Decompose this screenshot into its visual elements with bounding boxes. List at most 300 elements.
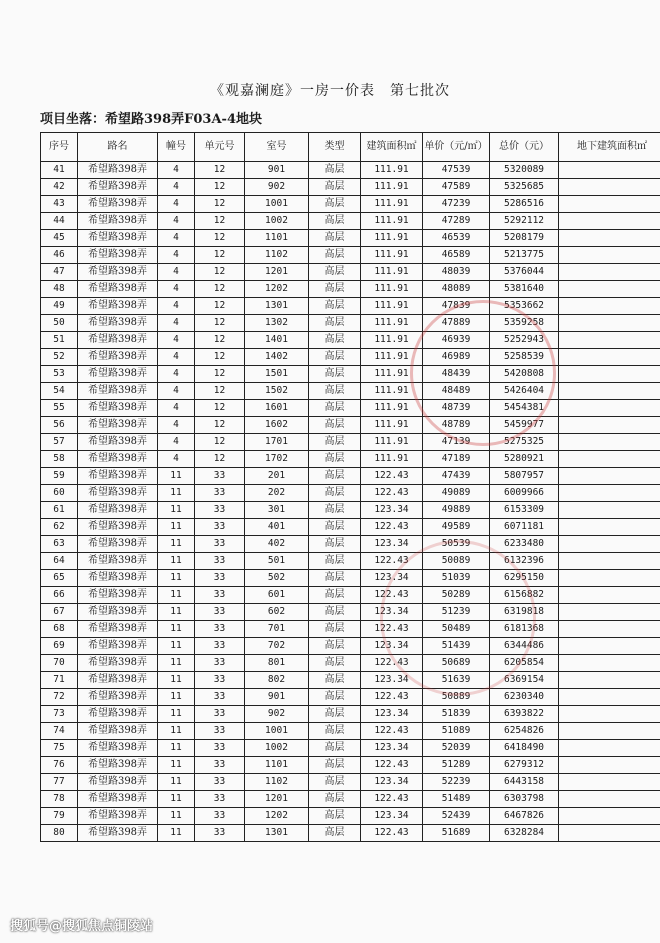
cell-building: 4 xyxy=(158,247,195,264)
cell-underground xyxy=(559,587,660,604)
cell-type: 高层 xyxy=(309,655,361,672)
cell-total: 6009966 xyxy=(490,485,559,502)
table-row xyxy=(41,774,660,791)
cell-room: 1602 xyxy=(245,417,309,434)
cell-room: 1101 xyxy=(245,757,309,774)
cell-underground xyxy=(559,519,660,536)
table-body xyxy=(41,162,660,842)
cell-room: 401 xyxy=(245,519,309,536)
cell-building: 11 xyxy=(158,757,195,774)
cell-no: 61 xyxy=(41,502,78,519)
cell-building: 4 xyxy=(158,196,195,213)
cell-area: 111.91 xyxy=(361,417,423,434)
cell-no: 57 xyxy=(41,434,78,451)
cell-price: 49889 xyxy=(423,502,490,519)
cell-underground xyxy=(559,655,660,672)
table-row xyxy=(41,655,660,672)
cell-no: 47 xyxy=(41,264,78,281)
cell-road: 希望路398弄 xyxy=(78,485,158,502)
cell-type: 高层 xyxy=(309,468,361,485)
cell-room: 1202 xyxy=(245,281,309,298)
cell-unit: 33 xyxy=(195,791,245,808)
cell-area: 122.43 xyxy=(361,621,423,638)
cell-total: 6344486 xyxy=(490,638,559,655)
cell-unit: 33 xyxy=(195,519,245,536)
cell-underground xyxy=(559,468,660,485)
cell-unit: 33 xyxy=(195,604,245,621)
cell-room: 1202 xyxy=(245,808,309,825)
cell-road: 希望路398弄 xyxy=(78,468,158,485)
cell-total: 6295150 xyxy=(490,570,559,587)
cell-area: 111.91 xyxy=(361,349,423,366)
cell-road: 希望路398弄 xyxy=(78,655,158,672)
cell-area: 111.91 xyxy=(361,281,423,298)
cell-underground xyxy=(559,689,660,706)
cell-building: 4 xyxy=(158,230,195,247)
cell-unit: 33 xyxy=(195,502,245,519)
table-row xyxy=(41,213,660,230)
cell-unit: 33 xyxy=(195,723,245,740)
cell-total: 5426404 xyxy=(490,383,559,400)
cell-type: 高层 xyxy=(309,264,361,281)
cell-unit: 12 xyxy=(195,383,245,400)
cell-road: 希望路398弄 xyxy=(78,298,158,315)
cell-road: 希望路398弄 xyxy=(78,672,158,689)
table-row xyxy=(41,672,660,689)
cell-total: 5213775 xyxy=(490,247,559,264)
cell-price: 46589 xyxy=(423,247,490,264)
cell-unit: 33 xyxy=(195,689,245,706)
cell-unit: 33 xyxy=(195,485,245,502)
cell-road: 希望路398弄 xyxy=(78,332,158,349)
cell-road: 希望路398弄 xyxy=(78,621,158,638)
cell-underground xyxy=(559,451,660,468)
cell-unit: 33 xyxy=(195,808,245,825)
table-row xyxy=(41,468,660,485)
cell-underground xyxy=(559,315,660,332)
cell-unit: 12 xyxy=(195,298,245,315)
table-row xyxy=(41,383,660,400)
cell-total: 5275325 xyxy=(490,434,559,451)
table-row xyxy=(41,621,660,638)
cell-type: 高层 xyxy=(309,400,361,417)
cell-underground xyxy=(559,740,660,757)
cell-room: 1102 xyxy=(245,774,309,791)
cell-type: 高层 xyxy=(309,366,361,383)
cell-building: 11 xyxy=(158,791,195,808)
cell-no: 64 xyxy=(41,553,78,570)
cell-no: 67 xyxy=(41,604,78,621)
cell-type: 高层 xyxy=(309,383,361,400)
cell-total: 5459977 xyxy=(490,417,559,434)
table-row xyxy=(41,247,660,264)
cell-price: 50889 xyxy=(423,689,490,706)
cell-unit: 12 xyxy=(195,247,245,264)
cell-building: 11 xyxy=(158,485,195,502)
cell-building: 4 xyxy=(158,400,195,417)
cell-building: 11 xyxy=(158,604,195,621)
cell-price: 47289 xyxy=(423,213,490,230)
cell-road: 希望路398弄 xyxy=(78,264,158,281)
cell-building: 4 xyxy=(158,332,195,349)
cell-area: 111.91 xyxy=(361,230,423,247)
cell-type: 高层 xyxy=(309,621,361,638)
cell-type: 高层 xyxy=(309,808,361,825)
cell-building: 4 xyxy=(158,281,195,298)
cell-unit: 33 xyxy=(195,638,245,655)
cell-room: 1501 xyxy=(245,366,309,383)
cell-no: 53 xyxy=(41,366,78,383)
cell-no: 46 xyxy=(41,247,78,264)
cell-total: 5208179 xyxy=(490,230,559,247)
cell-type: 高层 xyxy=(309,247,361,264)
cell-underground xyxy=(559,179,660,196)
cell-area: 123.34 xyxy=(361,672,423,689)
cell-total: 5353662 xyxy=(490,298,559,315)
cell-underground xyxy=(559,213,660,230)
table-row xyxy=(41,706,660,723)
cell-price: 47889 xyxy=(423,315,490,332)
cell-room: 1701 xyxy=(245,434,309,451)
watermark: 搜狐号@搜狐焦点铜陵站 xyxy=(10,919,154,934)
cell-price: 46989 xyxy=(423,349,490,366)
cell-type: 高层 xyxy=(309,179,361,196)
cell-total: 6071181 xyxy=(490,519,559,536)
cell-total: 6233480 xyxy=(490,536,559,553)
cell-type: 高层 xyxy=(309,332,361,349)
cell-total: 6303798 xyxy=(490,791,559,808)
cell-room: 901 xyxy=(245,162,309,179)
cell-area: 111.91 xyxy=(361,298,423,315)
header-underground: 地下建筑面积㎡ xyxy=(559,133,660,162)
cell-unit: 12 xyxy=(195,366,245,383)
cell-underground xyxy=(559,400,660,417)
table-row xyxy=(41,808,660,825)
cell-road: 希望路398弄 xyxy=(78,791,158,808)
cell-total: 5286516 xyxy=(490,196,559,213)
cell-unit: 33 xyxy=(195,774,245,791)
cell-price: 46939 xyxy=(423,332,490,349)
table-row xyxy=(41,825,660,842)
cell-underground xyxy=(559,281,660,298)
cell-road: 希望路398弄 xyxy=(78,230,158,247)
cell-underground xyxy=(559,604,660,621)
cell-road: 希望路398弄 xyxy=(78,723,158,740)
cell-area: 123.34 xyxy=(361,774,423,791)
cell-no: 80 xyxy=(41,825,78,842)
cell-unit: 12 xyxy=(195,332,245,349)
cell-price: 51689 xyxy=(423,825,490,842)
table-row xyxy=(41,230,660,247)
cell-price: 47189 xyxy=(423,451,490,468)
cell-area: 111.91 xyxy=(361,247,423,264)
cell-underground xyxy=(559,196,660,213)
cell-underground xyxy=(559,247,660,264)
cell-area: 123.34 xyxy=(361,740,423,757)
cell-unit: 12 xyxy=(195,417,245,434)
cell-underground xyxy=(559,502,660,519)
cell-type: 高层 xyxy=(309,315,361,332)
cell-building: 11 xyxy=(158,774,195,791)
cell-room: 601 xyxy=(245,587,309,604)
cell-price: 48039 xyxy=(423,264,490,281)
cell-unit: 12 xyxy=(195,213,245,230)
cell-total: 6319818 xyxy=(490,604,559,621)
table-row xyxy=(41,638,660,655)
cell-area: 122.43 xyxy=(361,553,423,570)
cell-total: 6132396 xyxy=(490,553,559,570)
cell-type: 高层 xyxy=(309,604,361,621)
cell-unit: 33 xyxy=(195,570,245,587)
cell-road: 希望路398弄 xyxy=(78,774,158,791)
cell-unit: 12 xyxy=(195,349,245,366)
header-type: 类型 xyxy=(309,133,361,162)
cell-no: 73 xyxy=(41,706,78,723)
cell-room: 1402 xyxy=(245,349,309,366)
cell-total: 6328284 xyxy=(490,825,559,842)
cell-no: 51 xyxy=(41,332,78,349)
cell-no: 42 xyxy=(41,179,78,196)
cell-unit: 12 xyxy=(195,281,245,298)
cell-underground xyxy=(559,553,660,570)
header-price: 单价（元/㎡） xyxy=(423,133,490,162)
cell-room: 1601 xyxy=(245,400,309,417)
cell-price: 52239 xyxy=(423,774,490,791)
cell-unit: 33 xyxy=(195,655,245,672)
table-row xyxy=(41,162,660,179)
cell-road: 希望路398弄 xyxy=(78,604,158,621)
cell-price: 47839 xyxy=(423,298,490,315)
cell-total: 6467826 xyxy=(490,808,559,825)
table-row xyxy=(41,723,660,740)
cell-unit: 33 xyxy=(195,536,245,553)
cell-road: 希望路398弄 xyxy=(78,808,158,825)
cell-price: 47239 xyxy=(423,196,490,213)
table-row xyxy=(41,689,660,706)
cell-underground xyxy=(559,757,660,774)
cell-no: 45 xyxy=(41,230,78,247)
cell-area: 111.91 xyxy=(361,383,423,400)
cell-underground xyxy=(559,349,660,366)
cell-type: 高层 xyxy=(309,706,361,723)
cell-no: 65 xyxy=(41,570,78,587)
table-row xyxy=(41,553,660,570)
cell-road: 希望路398弄 xyxy=(78,536,158,553)
cell-building: 11 xyxy=(158,536,195,553)
cell-room: 901 xyxy=(245,689,309,706)
cell-total: 5280921 xyxy=(490,451,559,468)
cell-total: 5454381 xyxy=(490,400,559,417)
cell-price: 51289 xyxy=(423,757,490,774)
cell-price: 46539 xyxy=(423,230,490,247)
cell-no: 43 xyxy=(41,196,78,213)
table-row xyxy=(41,502,660,519)
cell-room: 1302 xyxy=(245,315,309,332)
cell-room: 502 xyxy=(245,570,309,587)
cell-room: 1002 xyxy=(245,213,309,230)
cell-no: 59 xyxy=(41,468,78,485)
header-road: 路名 xyxy=(78,133,158,162)
cell-room: 301 xyxy=(245,502,309,519)
cell-area: 111.91 xyxy=(361,315,423,332)
cell-price: 48089 xyxy=(423,281,490,298)
header-room: 室号 xyxy=(245,133,309,162)
cell-room: 802 xyxy=(245,672,309,689)
table-row xyxy=(41,740,660,757)
cell-area: 111.91 xyxy=(361,196,423,213)
cell-price: 51239 xyxy=(423,604,490,621)
cell-underground xyxy=(559,570,660,587)
table-row xyxy=(41,434,660,451)
cell-price: 48439 xyxy=(423,366,490,383)
cell-price: 49089 xyxy=(423,485,490,502)
cell-unit: 12 xyxy=(195,451,245,468)
cell-no: 66 xyxy=(41,587,78,604)
cell-type: 高层 xyxy=(309,689,361,706)
cell-no: 54 xyxy=(41,383,78,400)
cell-unit: 33 xyxy=(195,468,245,485)
cell-total: 5359258 xyxy=(490,315,559,332)
cell-building: 11 xyxy=(158,587,195,604)
cell-road: 希望路398弄 xyxy=(78,196,158,213)
cell-road: 希望路398弄 xyxy=(78,689,158,706)
cell-price: 51439 xyxy=(423,638,490,655)
cell-total: 5381640 xyxy=(490,281,559,298)
cell-road: 希望路398弄 xyxy=(78,383,158,400)
cell-road: 希望路398弄 xyxy=(78,247,158,264)
cell-no: 56 xyxy=(41,417,78,434)
cell-price: 48789 xyxy=(423,417,490,434)
cell-building: 4 xyxy=(158,451,195,468)
cell-no: 49 xyxy=(41,298,78,315)
cell-building: 4 xyxy=(158,264,195,281)
cell-no: 50 xyxy=(41,315,78,332)
cell-price: 47589 xyxy=(423,179,490,196)
header-area: 建筑面积㎡ xyxy=(361,133,423,162)
cell-unit: 12 xyxy=(195,179,245,196)
table-row xyxy=(41,315,660,332)
cell-price: 50489 xyxy=(423,621,490,638)
cell-building: 11 xyxy=(158,723,195,740)
cell-no: 75 xyxy=(41,740,78,757)
cell-building: 11 xyxy=(158,706,195,723)
cell-price: 50289 xyxy=(423,587,490,604)
cell-price: 51089 xyxy=(423,723,490,740)
cell-room: 902 xyxy=(245,706,309,723)
cell-type: 高层 xyxy=(309,587,361,604)
cell-total: 6156882 xyxy=(490,587,559,604)
cell-unit: 12 xyxy=(195,196,245,213)
cell-no: 79 xyxy=(41,808,78,825)
table-row xyxy=(41,349,660,366)
table-row xyxy=(41,757,660,774)
cell-room: 1001 xyxy=(245,723,309,740)
table-row xyxy=(41,366,660,383)
cell-building: 4 xyxy=(158,162,195,179)
cell-road: 希望路398弄 xyxy=(78,570,158,587)
cell-building: 4 xyxy=(158,349,195,366)
cell-area: 111.91 xyxy=(361,264,423,281)
cell-building: 11 xyxy=(158,468,195,485)
cell-road: 希望路398弄 xyxy=(78,553,158,570)
cell-room: 1102 xyxy=(245,247,309,264)
cell-no: 48 xyxy=(41,281,78,298)
cell-underground xyxy=(559,298,660,315)
table-row xyxy=(41,298,660,315)
cell-type: 高层 xyxy=(309,162,361,179)
cell-price: 50689 xyxy=(423,655,490,672)
cell-unit: 33 xyxy=(195,553,245,570)
table-row xyxy=(41,264,660,281)
cell-underground xyxy=(559,808,660,825)
cell-no: 52 xyxy=(41,349,78,366)
cell-underground xyxy=(559,383,660,400)
price-table xyxy=(40,132,660,842)
cell-underground xyxy=(559,536,660,553)
cell-road: 希望路398弄 xyxy=(78,434,158,451)
cell-unit: 33 xyxy=(195,740,245,757)
cell-area: 122.43 xyxy=(361,485,423,502)
cell-area: 111.91 xyxy=(361,213,423,230)
cell-building: 11 xyxy=(158,553,195,570)
cell-underground xyxy=(559,485,660,502)
header-total: 总价（元） xyxy=(490,133,559,162)
cell-type: 高层 xyxy=(309,723,361,740)
cell-area: 123.34 xyxy=(361,570,423,587)
cell-price: 49589 xyxy=(423,519,490,536)
cell-type: 高层 xyxy=(309,757,361,774)
cell-room: 1301 xyxy=(245,298,309,315)
cell-area: 111.91 xyxy=(361,162,423,179)
cell-price: 51839 xyxy=(423,706,490,723)
cell-total: 6205854 xyxy=(490,655,559,672)
cell-total: 5420808 xyxy=(490,366,559,383)
cell-road: 希望路398弄 xyxy=(78,179,158,196)
cell-road: 希望路398弄 xyxy=(78,213,158,230)
cell-total: 6181368 xyxy=(490,621,559,638)
cell-room: 602 xyxy=(245,604,309,621)
cell-type: 高层 xyxy=(309,349,361,366)
cell-total: 6443158 xyxy=(490,774,559,791)
cell-total: 5807957 xyxy=(490,468,559,485)
table-row xyxy=(41,485,660,502)
cell-building: 4 xyxy=(158,434,195,451)
cell-type: 高层 xyxy=(309,825,361,842)
cell-room: 801 xyxy=(245,655,309,672)
cell-price: 50089 xyxy=(423,553,490,570)
cell-unit: 33 xyxy=(195,587,245,604)
cell-area: 123.34 xyxy=(361,638,423,655)
cell-road: 希望路398弄 xyxy=(78,706,158,723)
cell-road: 希望路398弄 xyxy=(78,587,158,604)
cell-no: 70 xyxy=(41,655,78,672)
cell-road: 希望路398弄 xyxy=(78,281,158,298)
cell-building: 4 xyxy=(158,298,195,315)
cell-area: 122.43 xyxy=(361,587,423,604)
cell-room: 1001 xyxy=(245,196,309,213)
cell-price: 48739 xyxy=(423,400,490,417)
cell-underground xyxy=(559,672,660,689)
cell-underground xyxy=(559,774,660,791)
cell-total: 6393822 xyxy=(490,706,559,723)
cell-underground xyxy=(559,332,660,349)
table-row xyxy=(41,519,660,536)
cell-building: 4 xyxy=(158,383,195,400)
table-row xyxy=(41,196,660,213)
cell-price: 50539 xyxy=(423,536,490,553)
cell-building: 11 xyxy=(158,621,195,638)
cell-area: 122.43 xyxy=(361,757,423,774)
